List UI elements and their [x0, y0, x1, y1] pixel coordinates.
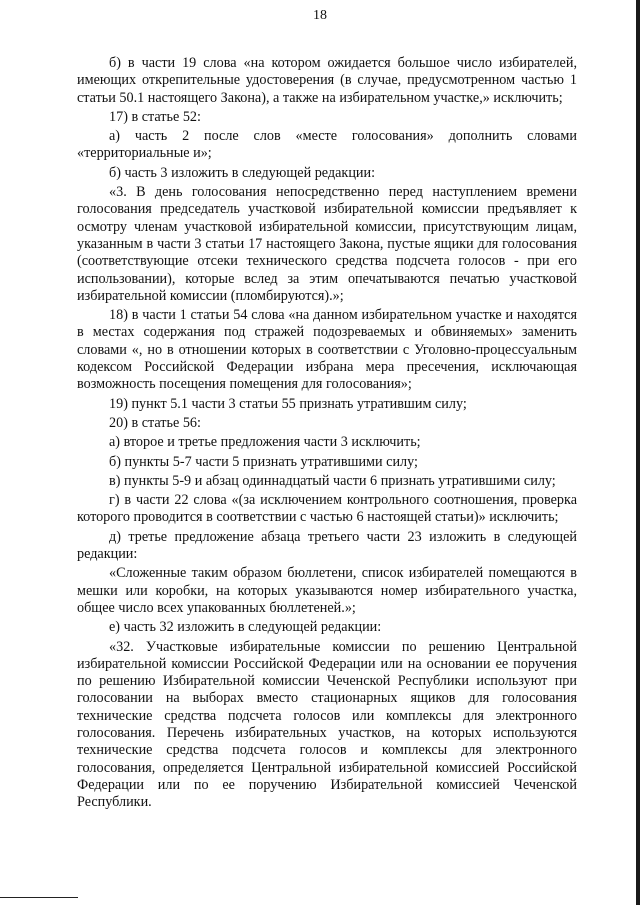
paragraph: 19) пункт 5.1 части 3 статьи 55 признать утратившим силу;	[109, 395, 467, 412]
paragraph: 17) в статье 52:	[109, 108, 201, 125]
paragraph: в) пункты 5-9 и абзац одиннадцатый части 6 признать утратившими силу;	[109, 472, 556, 489]
paragraph: а) часть 2 после слов «месте голосования» дополнить словами «территориальные и»;	[77, 128, 577, 162]
scan-edge-shadow	[636, 0, 640, 905]
paragraph: 18) в части 1 статьи 54 слова «на данном избирательном участке и находятся в местах содержания под стражей подозреваемых и обвиняемых» заменить словами «, но в отношении которых в соответствии с Уголовно-процессуальным кодексом Российской Федерации избрана мера пресечения, исключающая возможность посещения помещения для голосования»;	[77, 307, 577, 393]
page-number: 18	[313, 8, 327, 23]
paragraph: д) третье предложение абзаца третьего части 23 изложить в следующей редакции:	[77, 528, 577, 563]
paragraph: б) пункты 5-7 части 5 признать утратившими силу;	[109, 453, 418, 470]
paragraph: «32. Участковые избирательные комиссии по решению Центральной избирательной комиссии Российской Федерации или на основании ее поручения по решению Избирательной комиссии Чеченской Республики используют при голосовании на выборах вместо стационарных ящиков для голосования технические средства подсчета голосов или комплексы для электронного голосования. Перечень избирательных участков, на которых используются технические средства подсчета голосов и комплексы для электронного голосования, определяется Центральной избирательной комиссией Российской Федерации или по ее поручению Избирательной комиссией Чеченской Республики.	[77, 638, 577, 811]
paragraph: б) часть 3 изложить в следующей редакции:	[109, 164, 376, 181]
footnote-divider	[0, 897, 78, 898]
paragraph: е) часть 32 изложить в следующей редакции:	[109, 619, 382, 636]
document-body	[77, 55, 577, 811]
paragraph: а) второе и третье предложения части 3 исключить;	[109, 434, 421, 451]
paragraph: б) в части 19 слова «на котором ожидается большое число избирателей, имеющих открепительные удостоверения (в случае, предусмотренном частью 1 статьи 50.1 настоящего Закона), а также на избирательном участке,» исключить;	[77, 55, 577, 106]
paragraph: «3. В день голосования непосредственно перед наступлением времени голосования председатель участковой избирательной комиссии предъявляет к осмотру членам участковой избирательной комиссии, присутствующим лицам, указанным в части 3 статьи 17 настоящего Закона, пустые ящики для голосования (соответствующие отсеки технического средства подсчета голосов - при его использовании), которые вслед за этим опечатываются печатью участковой избирательной комиссии (пломбируются).»;	[77, 184, 577, 304]
paragraph: «Сложенные таким образом бюллетени, список избирателей помещаются в мешки или коробки, на которых указываются номер избирательного участка, общее число всех упакованных бюллетеней.»;	[77, 565, 577, 616]
paragraph: 20) в статье 56:	[109, 414, 201, 431]
paragraph: г) в части 22 слова «(за исключением контрольного соотношения, проверка которого проводится в соответствии с частью 6 настоящей статьи)» исключить;	[77, 492, 577, 526]
